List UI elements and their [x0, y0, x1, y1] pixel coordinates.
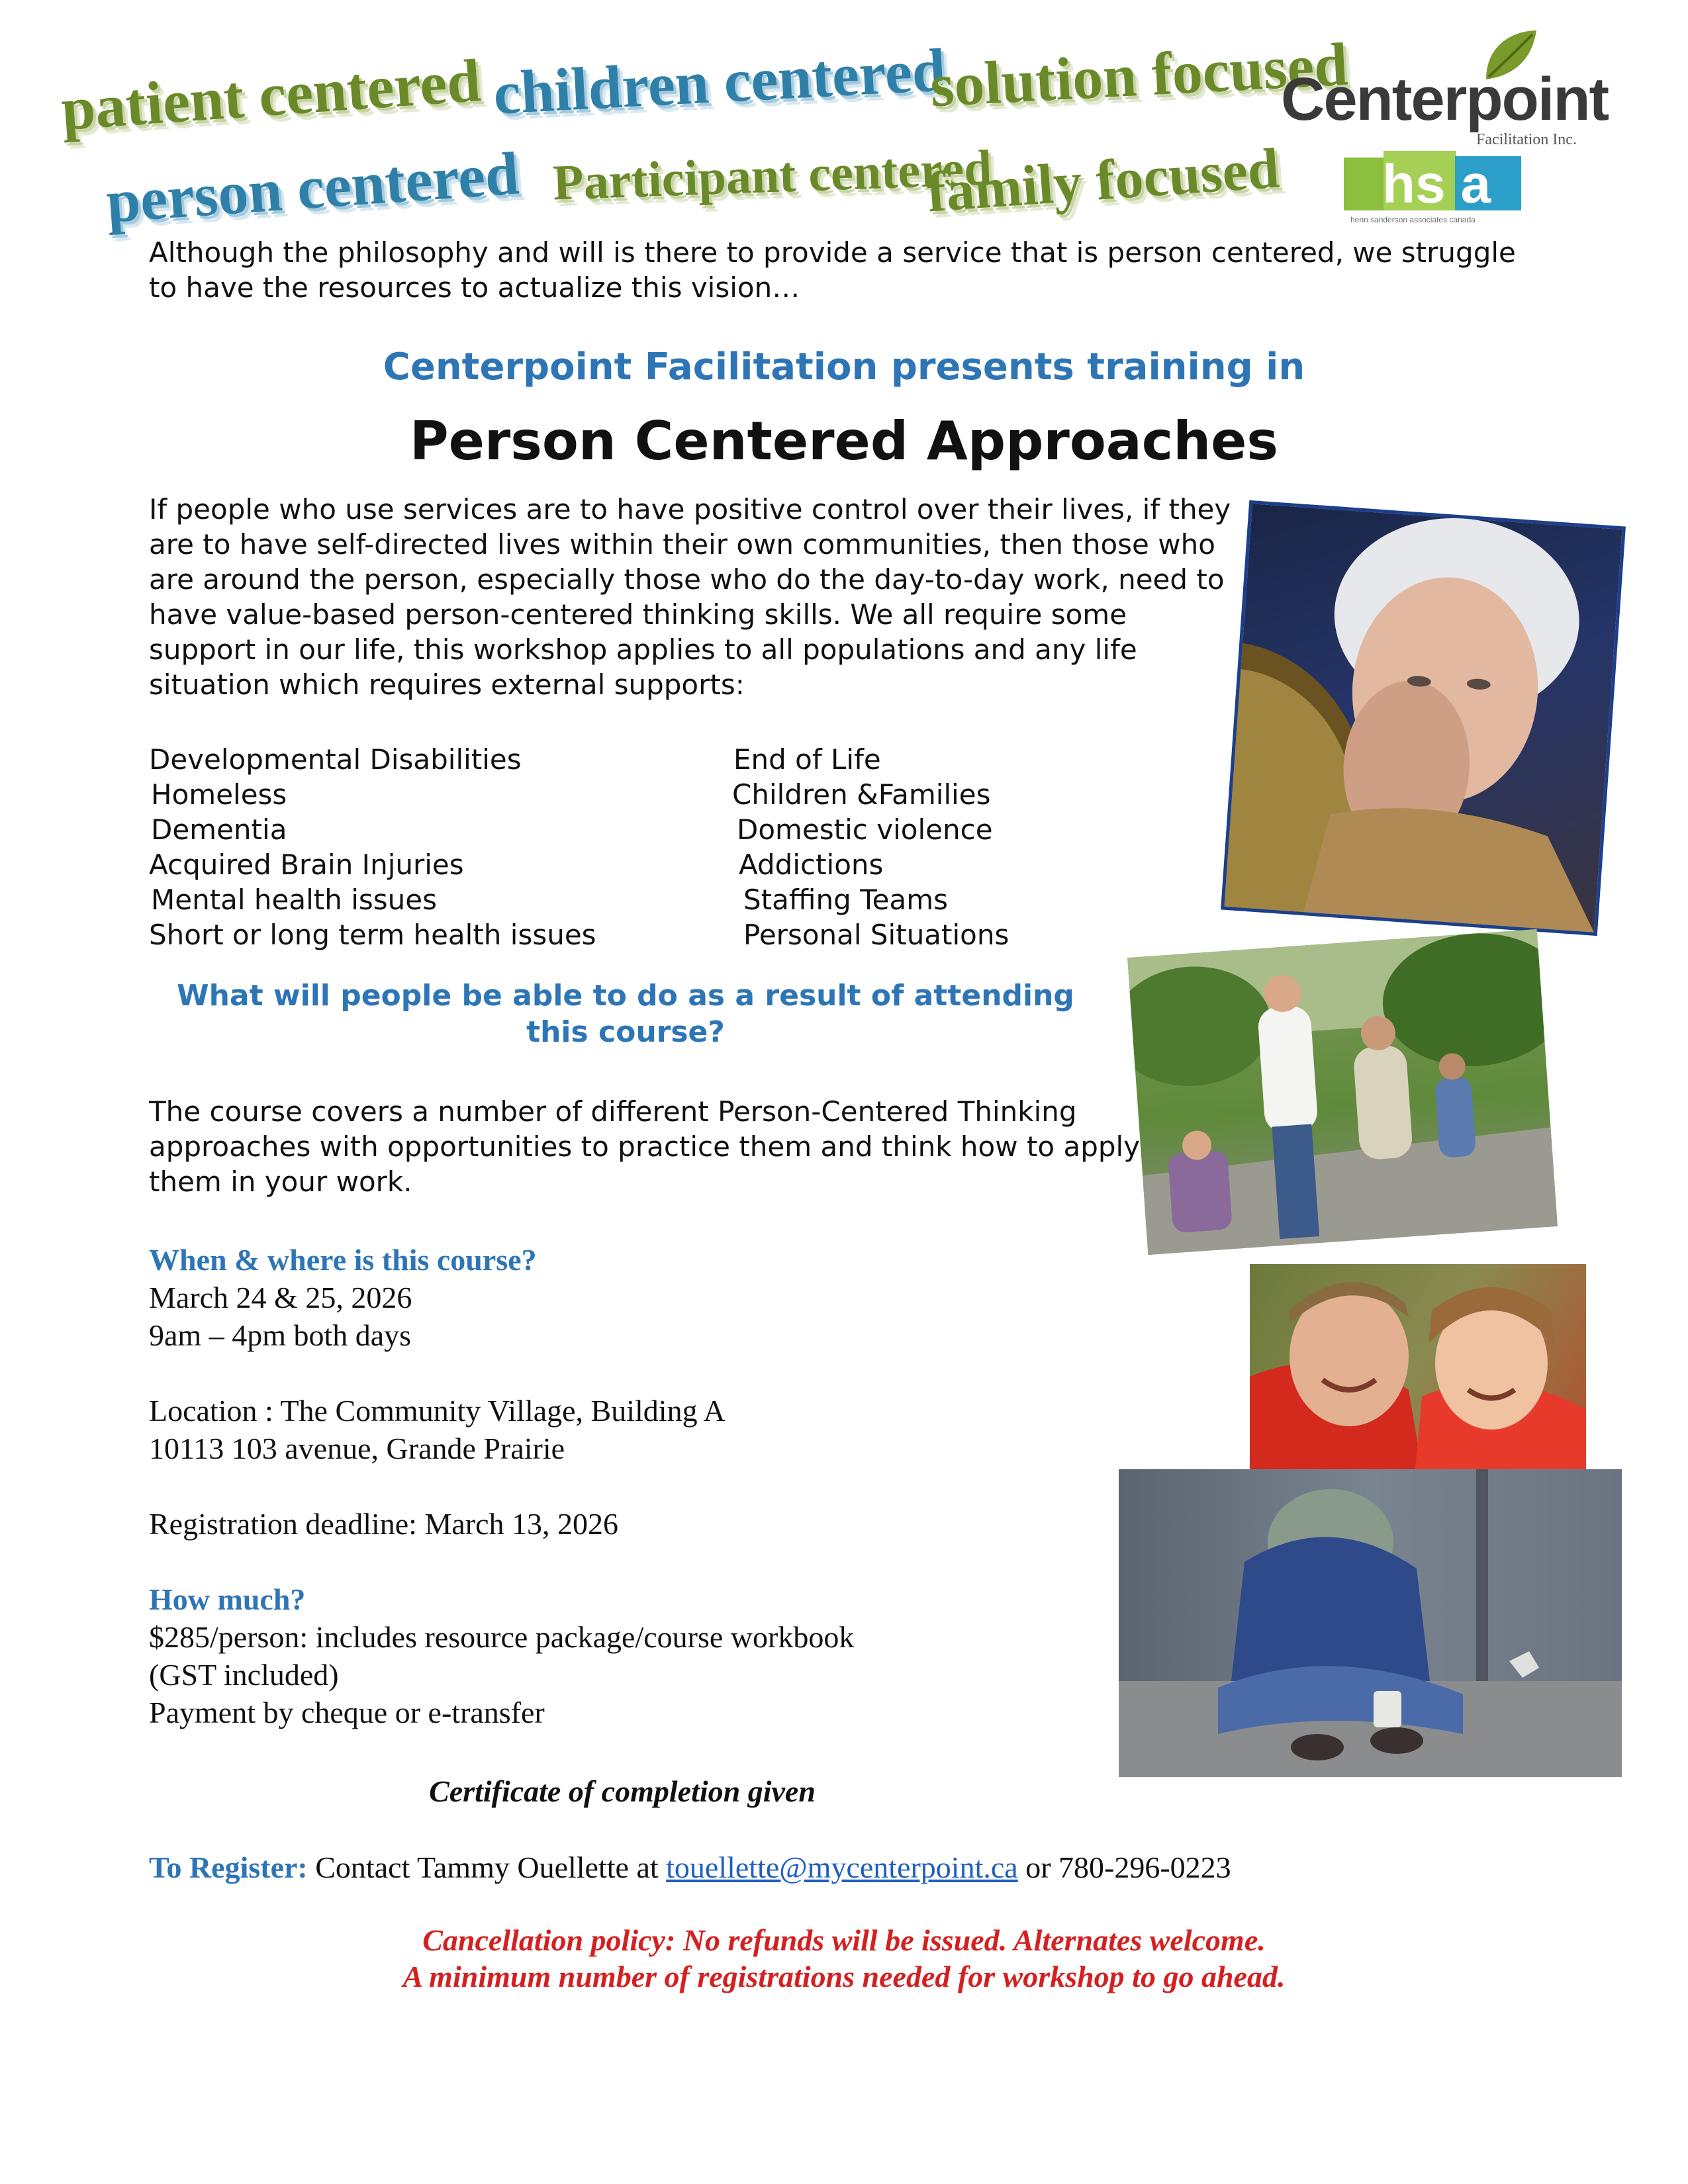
course-dates: March 24 & 25, 2026	[149, 1281, 412, 1314]
course-address: 10113 103 avenue, Grande Prairie	[149, 1432, 565, 1465]
population-item: Addictions	[739, 848, 884, 881]
photo-homeless-man	[1119, 1469, 1622, 1777]
centerpoint-subtitle: Facilitation Inc.	[1476, 131, 1577, 148]
population-item: Children &Families	[732, 778, 991, 811]
population-item: Mental health issues	[151, 884, 437, 916]
photo-elderly-woman	[1221, 500, 1626, 936]
body-paragraph: If people who use services are to have positive control over their lives, if they are to have self-directed lives within their own communities, then those who are around the person, especially those who do the day-to-day work, need to have value-based person-centered thinking skills. We all require some support in our life, this workshop applies to all populations and any life situation which requires external supports:	[149, 493, 1231, 701]
centerpoint-logo	[1281, 26, 1609, 148]
register-email-link[interactable]: touellette@mycenterpoint.ca	[666, 1850, 1018, 1884]
population-item: Developmental Disabilities	[149, 743, 522, 776]
population-item: Domestic violence	[737, 813, 993, 846]
register-text: Contact Tammy Ouellette at	[307, 1850, 667, 1884]
wordart-solution-focused: solution focused	[928, 30, 1350, 120]
population-item: Short or long term health issues	[149, 919, 596, 951]
cancellation-line-2: A minimum number of registrations needed for workshop to go ahead.	[402, 1960, 1286, 1993]
cost-gst: (GST included)	[149, 1658, 339, 1692]
register-phone: 780-296-0223	[1058, 1850, 1231, 1884]
cost-payment: Payment by cheque or e-transfer	[149, 1696, 545, 1729]
cost-heading: How much?	[149, 1582, 306, 1616]
photo-smiling-couple	[1250, 1264, 1586, 1469]
cancellation-line-1: Cancellation policy: No refunds will be issued. Alternates welcome.	[422, 1923, 1266, 1957]
intro-text: Although the philosophy and will is there to provide a service that is person centered, we struggle to have the resources to actualize this vision…	[149, 236, 1516, 304]
population-item: Personal Situations	[743, 919, 1009, 951]
population-item: Staffing Teams	[743, 884, 948, 916]
centerpoint-wordmark: Centerpoint	[1281, 66, 1609, 133]
wordart-patient-centered: patient centered	[59, 46, 483, 144]
presents-heading: Centerpoint Facilitation presents training in	[383, 345, 1305, 388]
population-item: Dementia	[151, 813, 287, 846]
course-times: 9am – 4pm both days	[149, 1318, 412, 1352]
course-location: Location : The Community Village, Building A	[149, 1394, 726, 1428]
population-item: End of Life	[733, 743, 881, 776]
cost-price: $285/person: includes resource package/course workbook	[149, 1620, 855, 1654]
photo-family-walking	[1127, 929, 1558, 1255]
hsa-logo	[1344, 151, 1549, 227]
population-item: Homeless	[151, 778, 287, 811]
register-or: or	[1017, 1850, 1059, 1884]
wordart-family-focused: family focused	[925, 136, 1282, 224]
hsa-tagline: henn sanderson associates canada	[1350, 215, 1476, 224]
registration-deadline: Registration deadline: March 13, 2026	[149, 1507, 619, 1541]
outcomes-heading: What will people be able to do as a result of attending this course?	[177, 979, 1074, 1049]
course-paragraph: The course covers a number of different Person-Centered Thinking approaches with opportunities to practice them and think how to apply them in your work.	[149, 1095, 1141, 1198]
page-title: Person Centered Approaches	[409, 410, 1279, 472]
certificate-note: Certificate of completion given	[429, 1774, 816, 1808]
wordart-participant-centered: Participant centered	[551, 140, 993, 211]
wordart-person-centered: person centered	[104, 139, 522, 236]
register-label: To Register:	[149, 1850, 308, 1884]
hsa-mark: hs a	[1382, 154, 1491, 214]
wordart-children-centered: children centered	[491, 36, 948, 127]
register-line	[149, 1850, 1231, 1885]
when-where-heading: When & where is this course?	[149, 1243, 537, 1277]
population-item: Acquired Brain Injuries	[149, 848, 464, 881]
